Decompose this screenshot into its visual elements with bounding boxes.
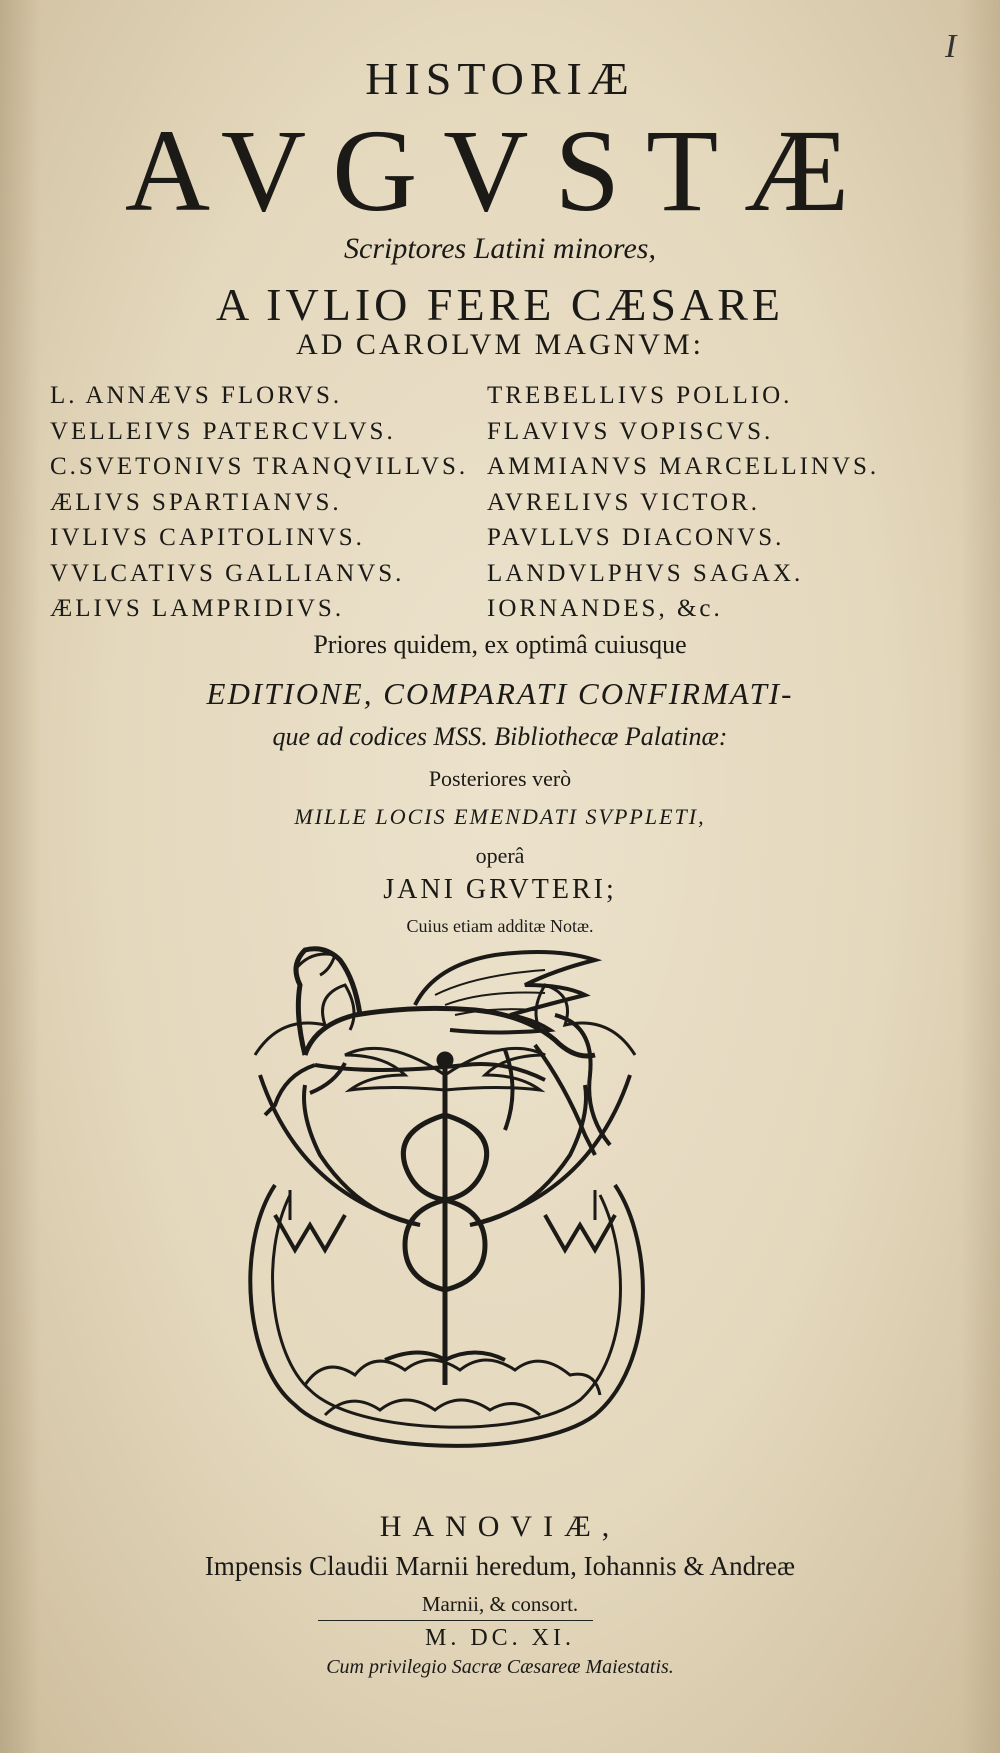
divider-rule	[318, 1620, 593, 1621]
imprint-privilege: Cum privilegio Sacræ Cæsareæ Maiestatis.	[326, 1656, 674, 1678]
author-item: FLAVIVS VOPISCVS.	[487, 417, 774, 445]
title-line-augustae: AVGVSTÆ	[124, 105, 876, 236]
title-line-a-iulio: A IVLIO FERE CÆSARE	[216, 279, 784, 330]
title-line-historiae: HISTORIÆ	[365, 53, 635, 104]
description-line: que ad codices MSS. Bibliothecæ Palatinæ:	[272, 722, 728, 751]
description-line: Cuius etiam additæ Notæ.	[406, 916, 594, 936]
shelfmark-annotation: I	[945, 28, 957, 65]
author-item: TREBELLIVS POLLIO.	[487, 382, 793, 409]
imprint-publisher-line2: Marnii, & consort.	[421, 1592, 579, 1616]
description-line: operâ	[475, 843, 525, 868]
author-item: LANDVLPHVS SAGAX.	[487, 559, 804, 587]
description-line: MILLE LOCIS EMENDATI SVPPLETI,	[294, 804, 706, 829]
authors-right-column	[487, 378, 879, 627]
author-item: ÆLIVS LAMPRIDIVS.	[50, 595, 345, 622]
author-item: ÆLIVS SPARTIANVS.	[50, 488, 342, 516]
author-item: VVLCATIVS GALLIANVS.	[50, 559, 405, 587]
editor-name: JANI GRVTERI;	[383, 874, 617, 905]
author-item: PAVLLVS DIACONVS.	[487, 524, 785, 551]
author-item: L. ANNÆVS FLORVS.	[50, 382, 343, 409]
description-line: EDITIONE, COMPARATI CONFIRMATI-	[206, 676, 794, 711]
title-line-ad-carolum: AD CAROLVM MAGNVM:	[296, 328, 704, 361]
author-item: VELLEIVS PATERCVLVS.	[50, 417, 396, 445]
description-line: Posteriores verò	[428, 766, 572, 791]
imprint-publisher-line1: Impensis Claudii Marnii heredum, Iohannis & Andreæ	[204, 1551, 796, 1581]
author-item: IVLIVS CAPITOLINVS.	[50, 524, 365, 551]
author-item: AMMIANVS MARCELLINVS.	[487, 453, 880, 480]
description-line: Priores quidem, ex optimâ cuiusque	[313, 630, 687, 659]
author-item: IORNANDES, &c.	[487, 595, 723, 622]
authors-left-column	[50, 378, 468, 627]
imprint-year: M. DC. XI.	[424, 1625, 575, 1651]
printer-device-pegasus-caduceus	[235, 945, 655, 1465]
imprint-place: HANOVIÆ,	[379, 1510, 621, 1543]
subtitle-scriptores: Scriptores Latini minores,	[344, 232, 656, 265]
author-item: C.SVETONIVS TRANQVILLVS.	[50, 453, 469, 480]
author-item: AVRELIVS VICTOR.	[487, 488, 761, 516]
